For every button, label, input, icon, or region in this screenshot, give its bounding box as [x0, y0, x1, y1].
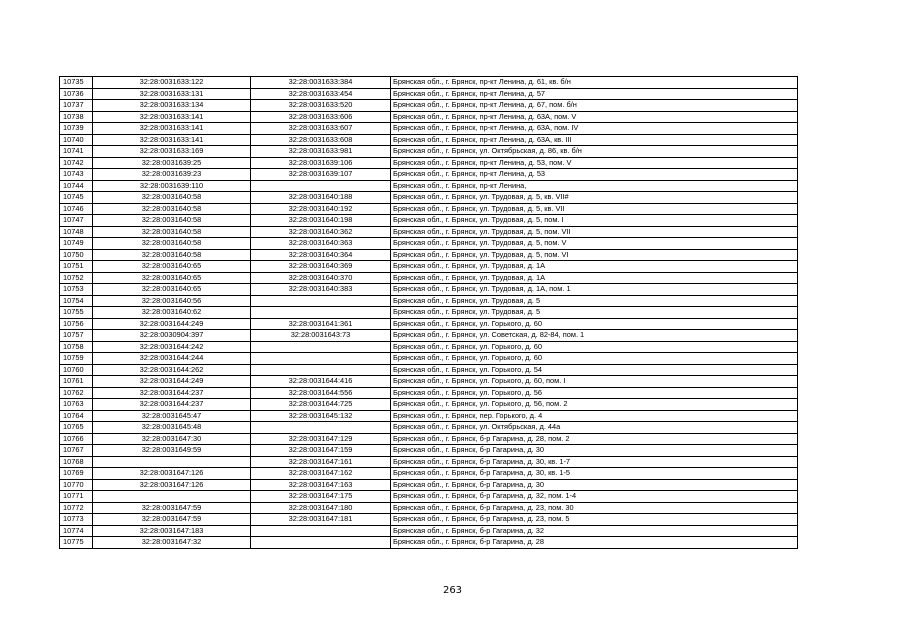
row-number-cell: 10748 — [60, 226, 93, 238]
table-row — [60, 134, 798, 146]
table-row — [60, 353, 798, 365]
parcel-cadastral-number-cell: 32:28:0031640:65 — [93, 261, 251, 273]
table-row — [60, 100, 798, 112]
address-cell: Брянская обл., г. Брянск, б-р Гагарина, д. 30, кв. 1-5 — [391, 468, 798, 480]
row-number-cell: 10769 — [60, 468, 93, 480]
parcel-cadastral-number-cell: 32:28:0031639:110 — [93, 180, 251, 192]
row-number-cell: 10747 — [60, 215, 93, 227]
parcel-cadastral-number-cell: 32:28:0031644:242 — [93, 341, 251, 353]
row-number-cell: 10761 — [60, 376, 93, 388]
building-cadastral-number-cell: 32:28:0031647:180 — [251, 502, 391, 514]
building-cadastral-number-cell: 32:28:0031633:384 — [251, 77, 391, 89]
address-cell: Брянская обл., г. Брянск, ул. Трудовая, д. 5, пом. V — [391, 238, 798, 250]
table-row — [60, 238, 798, 250]
building-cadastral-number-cell — [251, 353, 391, 365]
address-cell: Брянская обл., г. Брянск, ул. Советская, д. 82-84, пом. 1 — [391, 330, 798, 342]
table-row — [60, 180, 798, 192]
address-cell: Брянская обл., г. Брянск, пр-кт Ленина, д. 53, пом. V — [391, 157, 798, 169]
building-cadastral-number-cell — [251, 341, 391, 353]
row-number-cell: 10757 — [60, 330, 93, 342]
table-row — [60, 203, 798, 215]
address-cell: Брянская обл., г. Брянск, ул. Трудовая, д. 5, пом. I — [391, 215, 798, 227]
table-row — [60, 157, 798, 169]
address-cell: Брянская обл., г. Брянск, ул. Трудовая, д. 5, кв. VII# — [391, 192, 798, 204]
building-cadastral-number-cell: 32:28:0031640:364 — [251, 249, 391, 261]
table-row — [60, 284, 798, 296]
row-number-cell: 10775 — [60, 537, 93, 549]
building-cadastral-number-cell: 32:28:0031640:198 — [251, 215, 391, 227]
parcel-cadastral-number-cell: 32:28:0031647:183 — [93, 525, 251, 537]
row-number-cell: 10750 — [60, 249, 93, 261]
parcel-cadastral-number-cell: 32:28:0031644:244 — [93, 353, 251, 365]
table-row — [60, 514, 798, 526]
table-row — [60, 502, 798, 514]
parcel-cadastral-number-cell: 32:28:0031639:23 — [93, 169, 251, 181]
parcel-cadastral-number-cell: 32:28:0031640:58 — [93, 215, 251, 227]
building-cadastral-number-cell: 32:28:0031640:383 — [251, 284, 391, 296]
building-cadastral-number-cell: 32:28:0031641:361 — [251, 318, 391, 330]
registry-table — [59, 76, 798, 549]
table-row — [60, 261, 798, 273]
parcel-cadastral-number-cell: 32:28:0031640:65 — [93, 284, 251, 296]
table-row — [60, 123, 798, 135]
row-number-cell: 10753 — [60, 284, 93, 296]
table-row — [60, 88, 798, 100]
address-cell: Брянская обл., г. Брянск, пр-кт Ленина, д. 67, пом. б/н — [391, 100, 798, 112]
row-number-cell: 10759 — [60, 353, 93, 365]
parcel-cadastral-number-cell: 32:28:0031647:32 — [93, 537, 251, 549]
address-cell: Брянская обл., г. Брянск, ул. Горького, д. 60 — [391, 353, 798, 365]
parcel-cadastral-number-cell: 32:28:0030904:397 — [93, 330, 251, 342]
row-number-cell: 10744 — [60, 180, 93, 192]
building-cadastral-number-cell: 32:28:0031633:607 — [251, 123, 391, 135]
address-cell: Брянская обл., г. Брянск, б-р Гагарина, д. 28, пом. 2 — [391, 433, 798, 445]
parcel-cadastral-number-cell: 32:28:0031640:58 — [93, 238, 251, 250]
parcel-cadastral-number-cell: 32:28:0031640:62 — [93, 307, 251, 319]
row-number-cell: 10742 — [60, 157, 93, 169]
row-number-cell: 10774 — [60, 525, 93, 537]
table-row — [60, 215, 798, 227]
address-cell: Брянская обл., г. Брянск, б-р Гагарина, д. 32 — [391, 525, 798, 537]
table-row — [60, 295, 798, 307]
address-cell: Брянская обл., г. Брянск, б-р Гагарина, д. 32, пом. 1-4 — [391, 491, 798, 503]
building-cadastral-number-cell: 32:28:0031647:163 — [251, 479, 391, 491]
address-cell: Брянская обл., г. Брянск, пр-кт Ленина, д. 63А, пом. V — [391, 111, 798, 123]
table-row — [60, 249, 798, 261]
table-row — [60, 272, 798, 284]
building-cadastral-number-cell: 32:28:0031633:981 — [251, 146, 391, 158]
table-row — [60, 111, 798, 123]
parcel-cadastral-number-cell: 32:28:0031633:141 — [93, 123, 251, 135]
row-number-cell: 10745 — [60, 192, 93, 204]
parcel-cadastral-number-cell: 32:28:0031645:47 — [93, 410, 251, 422]
building-cadastral-number-cell — [251, 364, 391, 376]
table-row — [60, 226, 798, 238]
parcel-cadastral-number-cell: 32:28:0031640:56 — [93, 295, 251, 307]
building-cadastral-number-cell: 32:28:0031640:188 — [251, 192, 391, 204]
address-cell: Брянская обл., г. Брянск, ул. Трудовая, д. 5 — [391, 295, 798, 307]
table-row — [60, 445, 798, 457]
address-cell: Брянская обл., г. Брянск, пр-кт Ленина, д. 53 — [391, 169, 798, 181]
building-cadastral-number-cell: 32:28:0031640:363 — [251, 238, 391, 250]
address-cell: Брянская обл., г. Брянск, б-р Гагарина, д. 30, кв. 1-7 — [391, 456, 798, 468]
row-number-cell: 10735 — [60, 77, 93, 89]
parcel-cadastral-number-cell: 32:28:0031649:59 — [93, 445, 251, 457]
parcel-cadastral-number-cell: 32:28:0031639:25 — [93, 157, 251, 169]
building-cadastral-number-cell: 32:28:0031640:370 — [251, 272, 391, 284]
table-row — [60, 330, 798, 342]
table-row — [60, 387, 798, 399]
address-cell: Брянская обл., г. Брянск, пр-кт Ленина, д. 57 — [391, 88, 798, 100]
building-cadastral-number-cell: 32:28:0031647:129 — [251, 433, 391, 445]
parcel-cadastral-number-cell: 32:28:0031645:48 — [93, 422, 251, 434]
row-number-cell: 10736 — [60, 88, 93, 100]
building-cadastral-number-cell: 32:28:0031640:192 — [251, 203, 391, 215]
parcel-cadastral-number-cell: 32:28:0031633:169 — [93, 146, 251, 158]
table-row — [60, 479, 798, 491]
row-number-cell: 10762 — [60, 387, 93, 399]
row-number-cell: 10763 — [60, 399, 93, 411]
building-cadastral-number-cell: 32:28:0031633:520 — [251, 100, 391, 112]
row-number-cell: 10770 — [60, 479, 93, 491]
parcel-cadastral-number-cell: 32:28:0031640:65 — [93, 272, 251, 284]
building-cadastral-number-cell — [251, 422, 391, 434]
row-number-cell: 10741 — [60, 146, 93, 158]
address-cell: Брянская обл., г. Брянск, ул. Трудовая, д. 5, пом. VI — [391, 249, 798, 261]
building-cadastral-number-cell — [251, 295, 391, 307]
row-number-cell: 10737 — [60, 100, 93, 112]
row-number-cell: 10765 — [60, 422, 93, 434]
building-cadastral-number-cell — [251, 307, 391, 319]
row-number-cell: 10760 — [60, 364, 93, 376]
address-cell: Брянская обл., г. Брянск, ул. Трудовая, д. 5, кв. VII — [391, 203, 798, 215]
address-cell: Брянская обл., г. Брянск, пер. Горького, д. 4 — [391, 410, 798, 422]
address-cell: Брянская обл., г. Брянск, ул. Трудовая, д. 5, пом. VII — [391, 226, 798, 238]
table-row — [60, 537, 798, 549]
row-number-cell: 10758 — [60, 341, 93, 353]
parcel-cadastral-number-cell: 32:28:0031647:126 — [93, 479, 251, 491]
parcel-cadastral-number-cell: 32:28:0031633:131 — [93, 88, 251, 100]
table-row — [60, 422, 798, 434]
parcel-cadastral-number-cell: 32:28:0031647:59 — [93, 502, 251, 514]
address-cell: Брянская обл., г. Брянск, ул. Трудовая, д. 1А, пом. 1 — [391, 284, 798, 296]
building-cadastral-number-cell: 32:28:0031644:725 — [251, 399, 391, 411]
parcel-cadastral-number-cell: 32:28:0031644:237 — [93, 399, 251, 411]
table-row — [60, 376, 798, 388]
address-cell: Брянская обл., г. Брянск, ул. Горького, д. 56, пом. 2 — [391, 399, 798, 411]
registry-table-body — [60, 77, 798, 549]
parcel-cadastral-number-cell: 32:28:0031633:141 — [93, 111, 251, 123]
building-cadastral-number-cell: 32:28:0031633:454 — [251, 88, 391, 100]
parcel-cadastral-number-cell: 32:28:0031647:126 — [93, 468, 251, 480]
row-number-cell: 10740 — [60, 134, 93, 146]
address-cell: Брянская обл., г. Брянск, ул. Октябрьская, д. 86, кв. б/н — [391, 146, 798, 158]
parcel-cadastral-number-cell: 32:28:0031644:249 — [93, 318, 251, 330]
parcel-cadastral-number-cell — [93, 456, 251, 468]
address-cell: Брянская обл., г. Брянск, ул. Трудовая, д. 1А — [391, 272, 798, 284]
row-number-cell: 10768 — [60, 456, 93, 468]
row-number-cell: 10766 — [60, 433, 93, 445]
table-row — [60, 146, 798, 158]
address-cell: Брянская обл., г. Брянск, пр-кт Ленина, д. 63А, кв. III — [391, 134, 798, 146]
row-number-cell: 10738 — [60, 111, 93, 123]
building-cadastral-number-cell: 32:28:0031647:159 — [251, 445, 391, 457]
building-cadastral-number-cell: 32:28:0031647:181 — [251, 514, 391, 526]
row-number-cell: 10756 — [60, 318, 93, 330]
parcel-cadastral-number-cell: 32:28:0031633:134 — [93, 100, 251, 112]
table-row — [60, 399, 798, 411]
parcel-cadastral-number-cell: 32:28:0031640:58 — [93, 203, 251, 215]
table-row — [60, 410, 798, 422]
row-number-cell: 10772 — [60, 502, 93, 514]
building-cadastral-number-cell — [251, 180, 391, 192]
building-cadastral-number-cell: 32:28:0031643:73 — [251, 330, 391, 342]
building-cadastral-number-cell: 32:28:0031644:556 — [251, 387, 391, 399]
parcel-cadastral-number-cell: 32:28:0031647:30 — [93, 433, 251, 445]
table-row — [60, 456, 798, 468]
parcel-cadastral-number-cell: 32:28:0031640:58 — [93, 226, 251, 238]
address-cell: Брянская обл., г. Брянск, ул. Горького, д. 60, пом. I — [391, 376, 798, 388]
page-number: 263 — [442, 585, 463, 596]
table-row — [60, 307, 798, 319]
address-cell: Брянская обл., г. Брянск, б-р Гагарина, д. 30 — [391, 479, 798, 491]
building-cadastral-number-cell: 32:28:0031640:362 — [251, 226, 391, 238]
parcel-cadastral-number-cell: 32:28:0031644:237 — [93, 387, 251, 399]
address-cell: Брянская обл., г. Брянск, пр-кт Ленина, д. 63А, пом. IV — [391, 123, 798, 135]
building-cadastral-number-cell: 32:28:0031633:606 — [251, 111, 391, 123]
building-cadastral-number-cell: 32:28:0031633:608 — [251, 134, 391, 146]
building-cadastral-number-cell: 32:28:0031639:107 — [251, 169, 391, 181]
row-number-cell: 10739 — [60, 123, 93, 135]
row-number-cell: 10751 — [60, 261, 93, 273]
row-number-cell: 10746 — [60, 203, 93, 215]
parcel-cadastral-number-cell — [93, 491, 251, 503]
table-row — [60, 77, 798, 89]
building-cadastral-number-cell — [251, 525, 391, 537]
row-number-cell: 10754 — [60, 295, 93, 307]
building-cadastral-number-cell — [251, 537, 391, 549]
table-row — [60, 364, 798, 376]
parcel-cadastral-number-cell: 32:28:0031633:122 — [93, 77, 251, 89]
address-cell: Брянская обл., г. Брянск, ул. Трудовая, д. 1А — [391, 261, 798, 273]
table-row — [60, 491, 798, 503]
address-cell: Брянская обл., г. Брянск, б-р Гагарина, д. 23, пом. 30 — [391, 502, 798, 514]
address-cell: Брянская обл., г. Брянск, ул. Октябрьская, д. 44а — [391, 422, 798, 434]
table-row — [60, 192, 798, 204]
address-cell: Брянская обл., г. Брянск, б-р Гагарина, д. 30 — [391, 445, 798, 457]
row-number-cell: 10767 — [60, 445, 93, 457]
building-cadastral-number-cell: 32:28:0031645:132 — [251, 410, 391, 422]
parcel-cadastral-number-cell: 32:28:0031644:249 — [93, 376, 251, 388]
building-cadastral-number-cell: 32:28:0031647:175 — [251, 491, 391, 503]
building-cadastral-number-cell: 32:28:0031647:162 — [251, 468, 391, 480]
row-number-cell: 10773 — [60, 514, 93, 526]
address-cell: Брянская обл., г. Брянск, ул. Горького, д. 60 — [391, 318, 798, 330]
parcel-cadastral-number-cell: 32:28:0031640:58 — [93, 249, 251, 261]
parcel-cadastral-number-cell: 32:28:0031647:59 — [93, 514, 251, 526]
row-number-cell: 10755 — [60, 307, 93, 319]
address-cell: Брянская обл., г. Брянск, ул. Горького, д. 60 — [391, 341, 798, 353]
building-cadastral-number-cell: 32:28:0031639:106 — [251, 157, 391, 169]
table-row — [60, 318, 798, 330]
address-cell: Брянская обл., г. Брянск, ул. Горького, д. 56 — [391, 387, 798, 399]
address-cell: Брянская обл., г. Брянск, ул. Горького, д. 54 — [391, 364, 798, 376]
row-number-cell: 10743 — [60, 169, 93, 181]
address-cell: Брянская обл., г. Брянск, пр-кт Ленина, — [391, 180, 798, 192]
building-cadastral-number-cell: 32:28:0031644:416 — [251, 376, 391, 388]
row-number-cell: 10749 — [60, 238, 93, 250]
address-cell: Брянская обл., г. Брянск, пр-кт Ленина, д. 61, кв. б/н — [391, 77, 798, 89]
table-row — [60, 169, 798, 181]
building-cadastral-number-cell: 32:28:0031640:369 — [251, 261, 391, 273]
address-cell: Брянская обл., г. Брянск, б-р Гагарина, д. 23, пом. 5 — [391, 514, 798, 526]
parcel-cadastral-number-cell: 32:28:0031640:58 — [93, 192, 251, 204]
address-cell: Брянская обл., г. Брянск, ул. Трудовая, д. 5 — [391, 307, 798, 319]
parcel-cadastral-number-cell: 32:28:0031633:141 — [93, 134, 251, 146]
table-row — [60, 341, 798, 353]
table-row — [60, 525, 798, 537]
row-number-cell: 10771 — [60, 491, 93, 503]
building-cadastral-number-cell: 32:28:0031647:161 — [251, 456, 391, 468]
table-row — [60, 468, 798, 480]
parcel-cadastral-number-cell: 32:28:0031644:262 — [93, 364, 251, 376]
address-cell: Брянская обл., г. Брянск, б-р Гагарина, д. 28 — [391, 537, 798, 549]
row-number-cell: 10752 — [60, 272, 93, 284]
table-row — [60, 433, 798, 445]
row-number-cell: 10764 — [60, 410, 93, 422]
